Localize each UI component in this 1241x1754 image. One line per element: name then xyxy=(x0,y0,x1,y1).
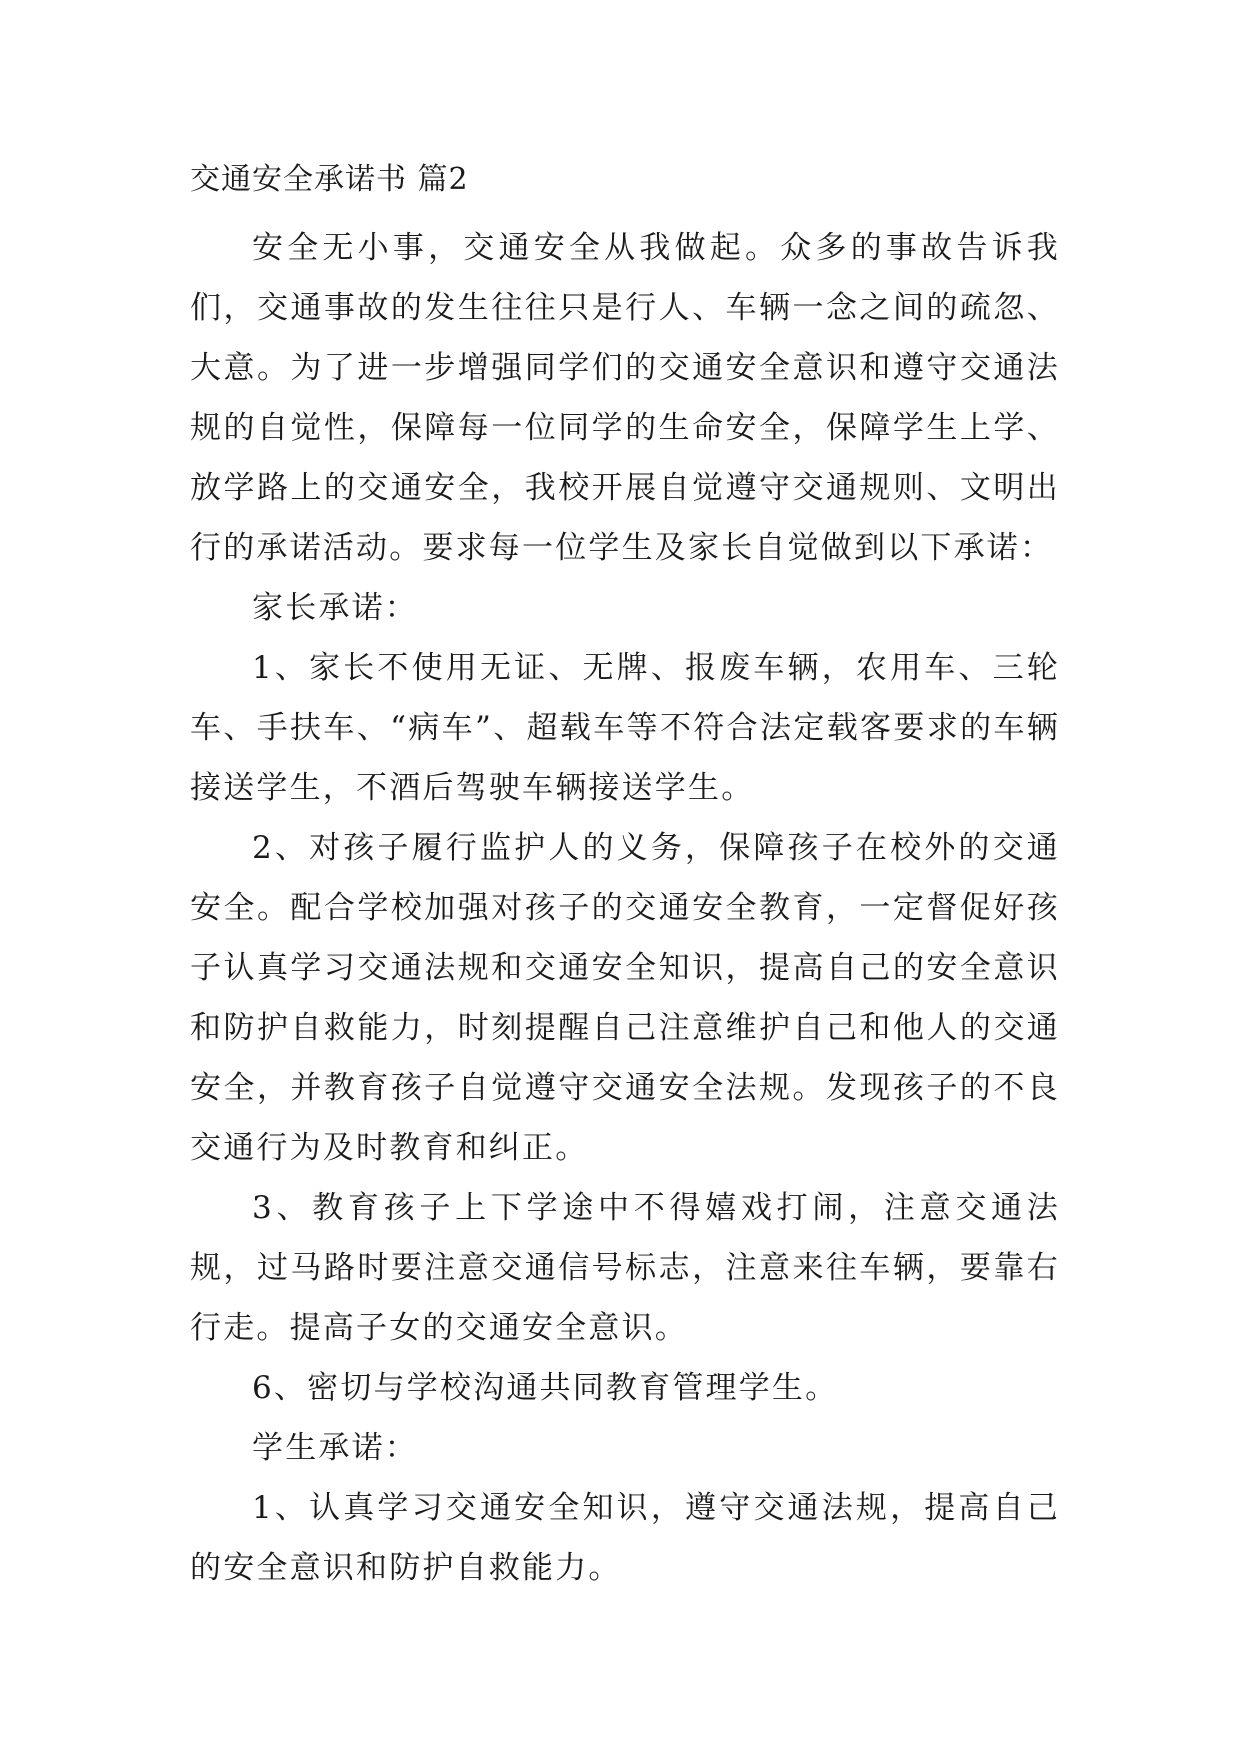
parent-pledge-item-3: 3、教育孩子上下学途中不得嬉戏打闹，注意交通法规，过马路时要注意交通信号标志，注意来往车辆，要靠右行走。提高子女的交通安全意识。 xyxy=(190,1190,1060,1346)
document-page xyxy=(190,158,1060,1598)
parent-pledge-item-6: 6、密切与学校沟通共同教育管理学生。 xyxy=(252,1370,839,1406)
parent-pledge-item-2: 2、对孩子履行监护人的义务，保障孩子在校外的交通安全。配合学校加强对孩子的交通安全教育，一定督促好孩子认真学习交通法规和交通安全知识，提高自己的安全意识和防护自救能力，时刻提醒自己注意维护自己和他人的交通安全，并教育孩子自觉遵守交通安全法规。发现孩子的不良交通行为及时教育和纠正。 xyxy=(190,830,1060,1166)
student-pledge-heading: 学生承诺： xyxy=(252,1430,418,1466)
intro-paragraph: 安全无小事，交通安全从我做起。众多的事故告诉我们，交通事故的发生往往只是行人、车辆一念之间的疏忽、大意。为了进一步增强同学们的交通安全意识和遵守交通法规的自觉性，保障每一位同学的生命安全，保障学生上学、放学路上的交通安全，我校开展自觉遵守交通规则、文明出行的承诺活动。要求每一位学生及家长自觉做到以下承诺： xyxy=(190,230,1060,566)
parent-pledge-heading: 家长承诺： xyxy=(252,590,418,626)
student-pledge-item-1: 1、认真学习交通安全知识，遵守交通法规，提高自己的安全意识和防护自救能力。 xyxy=(190,1490,1060,1586)
document-title: 交通安全承诺书 篇2 xyxy=(190,162,469,197)
parent-pledge-item-1: 1、家长不使用无证、无牌、报废车辆，农用车、三轮车、手扶车、“病车”、超载车等不符合法定载客要求的车辆接送学生，不酒后驾驶车辆接送学生。 xyxy=(190,650,1060,806)
